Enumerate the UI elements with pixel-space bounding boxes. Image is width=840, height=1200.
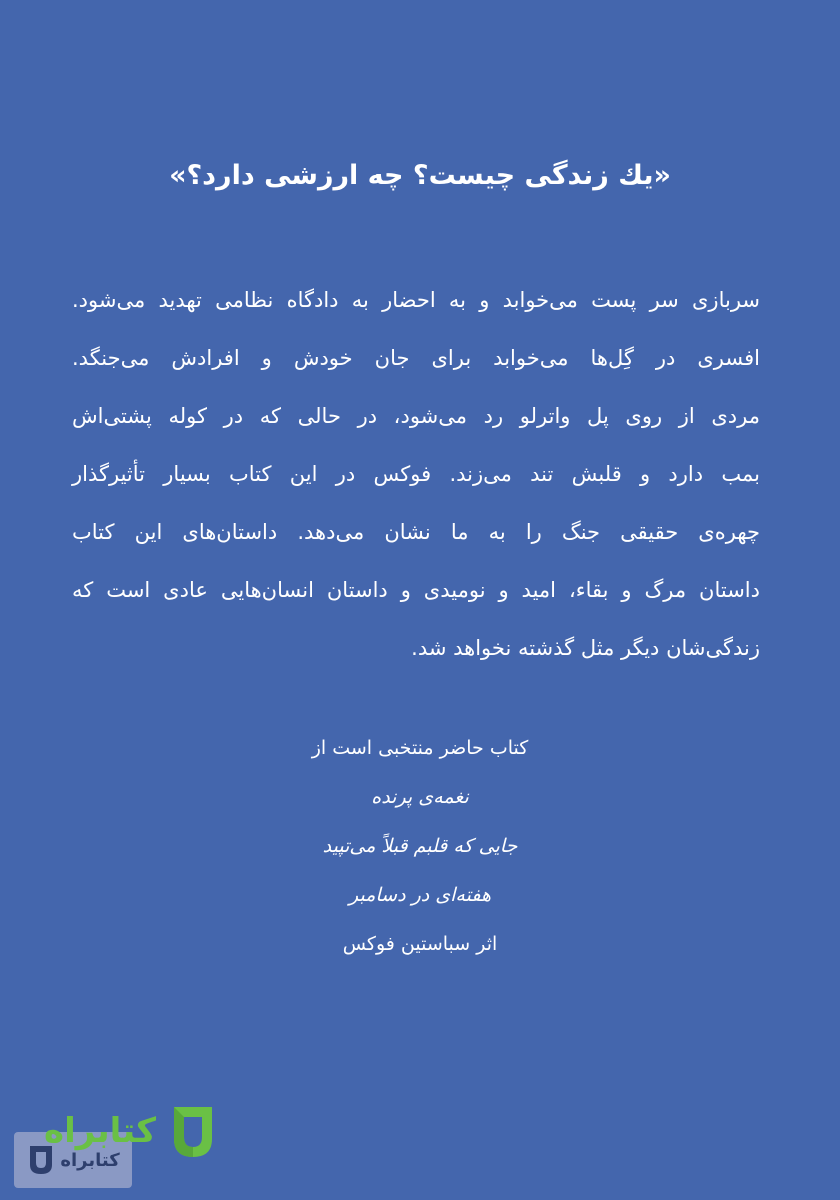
blurb-line: زندگی‌شان دیگر مثل گذشته نخواهد شد. — [411, 636, 760, 660]
bookmark-shield-icon — [162, 1101, 220, 1161]
blurb-line: چهره‌ی حقیقی جنگ را به ما نشان می‌دهد. داستان‌های این کتاب — [72, 520, 760, 544]
source-books-section — [0, 728, 840, 973]
blurb-line: داستان مرگ و بقاء، امید و نومیدی و داستان انسان‌هایی عادی است که — [72, 578, 760, 602]
blurb-line: مردی از روی پل واترلو رد می‌شود، در حالی که در کوله پشتی‌اش — [72, 404, 760, 428]
source-intro: کتاب حاضر منتخبی است از — [311, 737, 529, 759]
logo-main — [44, 1100, 220, 1162]
ketabrah-logo — [14, 1100, 234, 1192]
book-tagline-title: «یك زندگی چیست؟ چه ارزشی دارد؟» — [169, 160, 671, 191]
blurb-line: افسری در گِل‌ها می‌خوابد برای جان خودش و افرادش می‌جنگد. — [72, 346, 760, 370]
logo-wordmark: کتابراه — [44, 1111, 157, 1151]
source-book-title: جایی که قلبم قبلاً می‌تپید — [322, 835, 518, 857]
logo-small-wordmark: کتابراه — [60, 1149, 120, 1171]
author-credit: اثر سباستین فوکس — [342, 933, 498, 955]
blurb-line: بمب دارد و قلبش تند می‌زند. فوکس در این کتاب بسیار تأثیرگذار — [72, 462, 760, 486]
source-book-title: نغمه‌ی پرنده — [371, 786, 469, 808]
blurb-line: سربازی سر پست می‌خوابد و به احضار به دادگاه نظامی تهدید می‌شود. — [72, 288, 760, 312]
blurb-paragraph — [72, 280, 760, 686]
source-book-title: هفته‌ای در دسامبر — [349, 884, 491, 906]
